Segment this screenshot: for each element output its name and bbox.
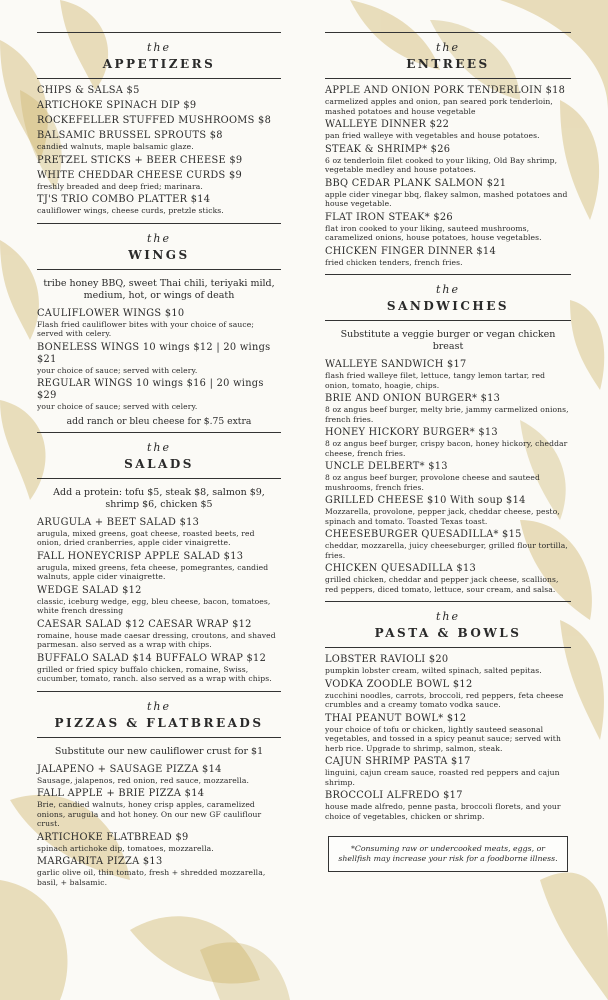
section-header [325,33,571,78]
menu-item [325,212,571,243]
item-description: grilled chicken, cheddar and pepper jack cheese, scallions, red peppers, diced tomato, lettuce, sour cream, and salsa. [325,575,559,594]
section-title: SALADS [124,456,194,471]
menu-item [37,517,281,548]
menu-item [37,155,281,167]
item-name: CAESAR SALAD $12 CAESAR WRAP $12 [37,618,252,630]
menu-item [325,495,571,526]
menu-item [325,393,571,424]
menu-item [325,654,571,676]
item-description: fried chicken tenders, french fries. [325,257,463,267]
section-title: PASTA & BOWLS [374,626,522,640]
section-prefix: the [146,231,171,245]
menu-item [37,342,281,376]
item-name: CAULIFLOWER WINGS $10 [37,307,185,319]
item-name: VODKA ZOODLE BOWL $12 [325,678,473,690]
section-prefix: the [435,610,460,623]
menu-item [37,619,281,650]
item-name: TJ'S TRIO COMBO PLATTER $14 [37,194,211,205]
item-description: classic, iceburg wedge, egg, bleu cheese, bacon, tomatoes, white french dressing [37,596,271,615]
section-extra-note: add ranch or bleu cheese for $.75 extra [66,415,252,427]
item-description: flat iron cooked to your liking, sauteed mushrooms, caramelized onions, house potatoes, house vegetables. [325,223,542,242]
menu-item [37,378,281,412]
menu-item [325,85,571,116]
item-description: garlic olive oil, thin tomato, fresh + shredded mozzarella, basil, + balsamic. [37,868,266,887]
item-name: JALAPENO + SAUSAGE PIZZA $14 [37,763,222,775]
section-header [37,692,281,737]
left-menu-column [37,32,281,894]
wings-section [37,223,281,432]
menu-item [325,119,571,141]
item-description: apple cider vinegar bbq, flakey salmon, mashed potatoes and house vegetable. [325,189,568,208]
item-description: grilled or fried spicy buffalo chicken, romaine, Swiss, cucumber, tomato, ranch. also served as a wrap with chips. [37,664,272,683]
menu-item [37,856,281,887]
item-name: APPLE AND ONION PORK TENDERLOIN $18 [325,85,566,96]
menu-item [325,359,571,390]
item-name: HONEY HICKORY BURGER* $13 [325,427,498,438]
item-description: 6 oz tenderloin filet cooked to your liking, Old Bay shrimp, vegetable medley and house potatoes. [325,155,558,174]
menu-item [37,100,281,112]
item-name: BBQ CEDAR PLANK SALMON $21 [325,177,507,189]
item-name: THAI PEANUT BOWL* $12 [325,712,467,724]
item-name: FALL APPLE + BRIE PIZZA $14 [37,788,205,799]
right-menu-column [325,32,571,872]
item-name: ROCKEFELLER STUFFED MUSHROOMS $8 [37,115,272,126]
menu-item [37,653,281,684]
sandwiches-section [325,274,571,601]
food-safety-disclaimer: *Consuming raw or undercooked meats, eggs, or shellfish may increase your risk for a foodborne illness. [328,836,568,872]
item-description: cauliflower wings, cheese curds, pretzle sticks. [37,206,224,215]
menu-item [37,115,281,127]
item-name: ARTICHOKE SPINACH DIP $9 [37,100,197,111]
item-description: arugula, mixed greens, goat cheese, roasted beets, red onion, dried cranberries, apple cider vinaigrette. [37,528,255,547]
menu-item [325,756,571,787]
section-header [37,433,281,478]
section-prefix: the [146,699,171,713]
item-name: WEDGE SALAD $12 [37,584,142,596]
section-items [325,321,571,601]
section-prefix: the [146,440,171,454]
section-items [37,270,281,432]
menu-item [37,308,281,339]
section-note: tribe honey BBQ, sweet Thai chili, teriyaki mild, medium, hot, or wings of death [43,277,275,301]
item-name: WHITE CHEDDAR CHEESE CURDS $9 [37,169,243,181]
section-title: WINGS [128,247,190,262]
item-name: FALL HONEYCRISP APPLE SALAD $13 [37,550,244,562]
item-name: BRIE AND ONION BURGER* $13 [325,393,501,404]
menu-item [37,764,281,786]
section-items [37,79,281,223]
entrees-section [325,32,571,274]
item-description: cheddar, mozzarella, juicy cheeseburger, grilled flour tortilla, fries. [325,541,568,560]
item-name: UNCLE DELBERT* $13 [325,461,448,472]
section-note: Add a protein: tofu $5, steak $8, salmon $9, shrimp $6, chicken $5 [53,486,265,510]
section-prefix: the [435,41,460,54]
item-name: WALLEYE SANDWICH $17 [325,359,467,370]
menu-item [325,713,571,754]
item-description: candied walnuts, maple balsamic glaze. [37,142,194,151]
menu-item [37,832,281,854]
item-description: zucchini noodles, carrots, broccoli, red peppers, feta cheese crumbles and a creamy tomato vodka sauce. [325,690,564,709]
item-description: 8 oz angus beef burger, provolone cheese and sauteed mushrooms, french fries. [325,473,540,492]
item-name: WALLEYE DINNER $22 [325,119,450,130]
menu-item [325,178,571,209]
item-name: GRILLED CHEESE $10 With soup $14 [325,495,526,506]
section-note: Substitute a veggie burger or vegan chicken breast [340,329,556,352]
item-name: LOBSTER RAVIOLI $20 [325,654,449,665]
item-description: Flash fried cauliflower bites with your choice of sauce; served with celery. [37,319,254,338]
item-name: REGULAR WINGS 10 wings $16 | 20 wings $29 [37,378,264,401]
pasta-bowls-section [325,601,571,828]
menu-item [37,585,281,616]
item-description: your choice of tofu or chicken, lightly sauteed seasonal vegetables, and tossed in a spicy peanut sauce; served with herb rice. Upgrade to shrimp, salmon, steak. [325,724,561,753]
item-name: MARGARITA PIZZA $13 [37,856,163,867]
menu-item [37,170,281,192]
section-items [37,738,281,895]
pizzas-flatbreads-section [37,691,281,895]
item-name: BALSAMIC BRUSSEL SPROUTS $8 [37,130,223,141]
item-name: STEAK & SHRIMP* $26 [325,143,451,155]
item-name: BONELESS WINGS 10 wings $12 | 20 wings $21 [37,341,271,365]
section-note: Substitute our new cauliflower crust for $1 [54,745,264,757]
item-description: linguini, cajun cream sauce, roasted red peppers and cajun shrimp. [325,768,560,787]
menu-item [325,144,571,175]
item-name: CAJUN SHRIMP PASTA $17 [325,756,471,767]
section-header [325,602,571,647]
menu-item [37,194,281,216]
item-name: CHICKEN FINGER DINNER $14 [325,245,496,257]
menu-item [325,427,571,458]
menu-item [325,679,571,710]
menu-item [325,529,571,560]
item-description: spinach artichoke dip, tomatoes, mozzarella. [37,843,214,853]
item-description: house made alfredo, penne pasta, broccoli florets, and your choice of vegetables, chicken or shrimp. [325,802,561,821]
salads-section [37,432,281,691]
item-description: Mozzarella, provolone, pepper jack, cheddar cheese, pesto, spinach and tomato. Toasted Texas toast. [325,507,560,526]
menu-item [37,551,281,582]
item-description: 8 oz angus beef burger, crispy bacon, honey hickory, cheddar cheese, french fries. [325,439,568,458]
item-name: CHIPS & SALSA $5 [37,85,140,96]
item-name: CHEESEBURGER QUESADILLA* $15 [325,529,522,540]
item-name: ARUGULA + BEET SALAD $13 [37,516,200,528]
menu-item [37,85,281,97]
item-description: freshly breaded and deep fried; marinara. [37,181,203,191]
item-name: FLAT IRON STEAK* $26 [325,211,453,223]
section-header [325,275,571,320]
menu-item [37,130,281,152]
item-name: PRETZEL STICKS + BEER CHEESE $9 [37,154,243,166]
item-name: ARTICHOKE FLATBREAD $9 [37,831,189,843]
item-description: pumpkin lobster cream, wilted spinach, salted pepitas. [325,666,542,675]
section-items [325,79,571,274]
item-description: your choice of sauce; served with celery. [37,365,198,375]
menu-item [325,246,571,268]
section-title: ENTREES [406,57,490,71]
section-title: PIZZAS & FLATBREADS [54,715,264,730]
section-prefix: the [146,41,171,54]
item-description: 8 oz angus beef burger, melty brie, jammy carmelized onions, french fries. [325,405,569,424]
item-name: BUFFALO SALAD $14 BUFFALO WRAP $12 [37,652,267,664]
menu-item [325,563,571,594]
section-items [37,479,281,691]
item-name: CHICKEN QUESADILLA $13 [325,563,477,574]
item-description: pan fried walleye with vegetables and house potatoes. [325,131,540,140]
section-header [37,224,281,269]
section-header [37,33,281,78]
menu-item [325,790,571,821]
item-description: romaine, house made caesar dressing, croutons, and shaved parmesan. also served as a wrap with chips. [37,630,276,649]
item-description: carmelized apples and onion, pan seared pork tenderloin, mashed potatoes and house vegetable [325,97,553,116]
appetizers-section [37,32,281,223]
menu-item [325,461,571,492]
item-description: arugula, mixed greens, feta cheese, pomegrantes, candied walnuts, apple cider vinaigrette. [37,562,269,581]
section-title: SANDWICHES [386,299,510,313]
item-description: your choice of sauce; served with celery. [37,402,198,411]
section-prefix: the [435,283,460,296]
section-items [325,648,571,828]
item-description: Brie, candied walnuts, honey crisp apples, caramelized onions, arugula and hot honey. On our new GF cauliflour crust. [37,800,262,828]
item-description: flash fried walleye filet, lettuce, tangy lemon tartar, red onion, tomato, hoagie, chips. [325,371,546,390]
section-title: APPETIZERS [102,57,216,71]
item-name: BROCCOLI ALFREDO $17 [325,790,463,801]
menu-item [37,788,281,829]
item-description: Sausage, jalapenos, red onion, red sauce, mozzarella. [37,775,249,785]
